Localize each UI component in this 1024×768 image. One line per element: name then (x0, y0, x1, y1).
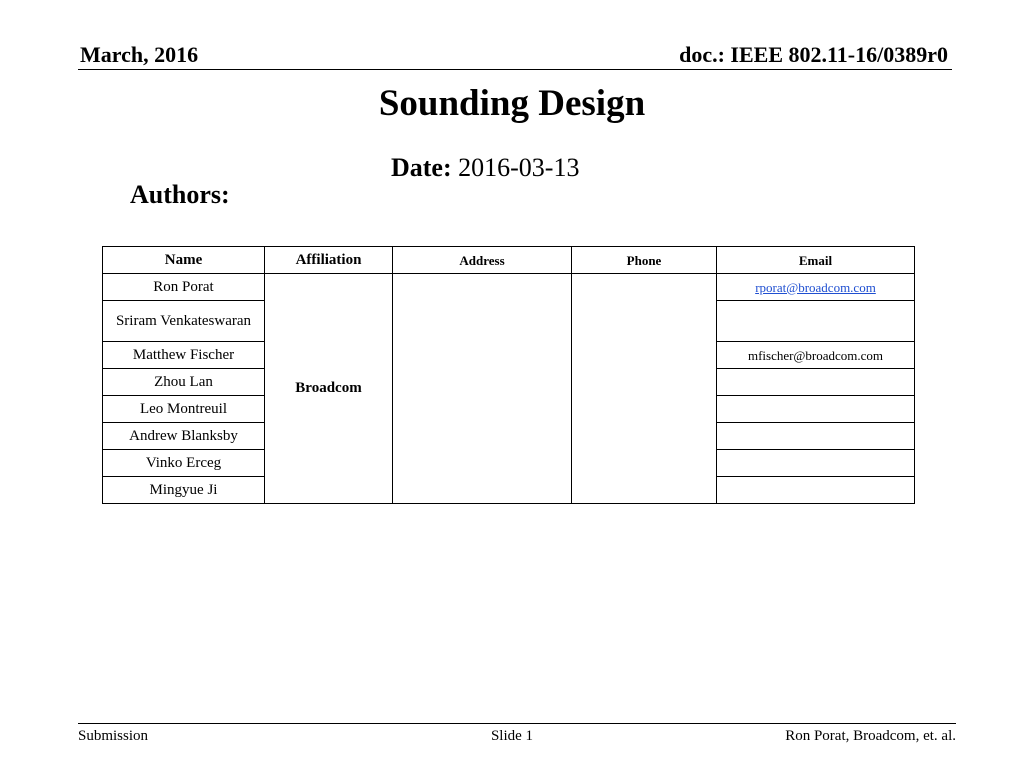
header-divider (78, 69, 952, 70)
table-row (103, 274, 915, 301)
footer-submission: Submission (78, 728, 149, 744)
author-email (717, 274, 915, 301)
column-header-address: Address (393, 247, 572, 274)
footer-slide-number: Slide 1 (490, 728, 534, 744)
author-name: Zhou Lan (103, 369, 265, 396)
address-cell (393, 274, 572, 504)
author-name: Andrew Blanksby (103, 423, 265, 450)
author-email (717, 423, 915, 450)
footer-divider (78, 723, 956, 724)
date-label: Date: (391, 153, 452, 182)
date-value: 2016-03-13 (458, 153, 580, 182)
author-name: Matthew Fischer (103, 342, 265, 369)
authors-table (102, 246, 915, 504)
email-link[interactable]: rporat@broadcom.com (755, 279, 876, 295)
author-name: Vinko Erceg (103, 450, 265, 477)
header-doc-id: doc.: IEEE 802.11-16/0389r0 (679, 42, 948, 67)
footer-authors: Ron Porat, Broadcom, et. al. (785, 728, 956, 744)
table-header-row (103, 247, 915, 274)
author-email (717, 396, 915, 423)
author-email (717, 369, 915, 396)
author-name: Leo Montreuil (103, 396, 265, 423)
authors-label: Authors: (130, 180, 230, 209)
date-row (391, 153, 579, 183)
column-header-name: Name (103, 247, 265, 274)
author-email (717, 450, 915, 477)
phone-cell (572, 274, 717, 504)
column-header-email: Email (717, 247, 915, 274)
slide-title: Sounding Design (378, 83, 646, 124)
author-name: Ron Porat (103, 274, 265, 301)
author-name: Sriram Venkateswaran (103, 301, 265, 342)
affiliation-cell: Broadcom (265, 274, 393, 504)
column-header-affiliation: Affiliation (265, 247, 393, 274)
author-email (717, 301, 915, 342)
author-name: Mingyue Ji (103, 477, 265, 504)
header-date: March, 2016 (80, 42, 199, 67)
column-header-phone: Phone (572, 247, 717, 274)
author-email: mfischer@broadcom.com (717, 342, 915, 369)
author-email (717, 477, 915, 504)
